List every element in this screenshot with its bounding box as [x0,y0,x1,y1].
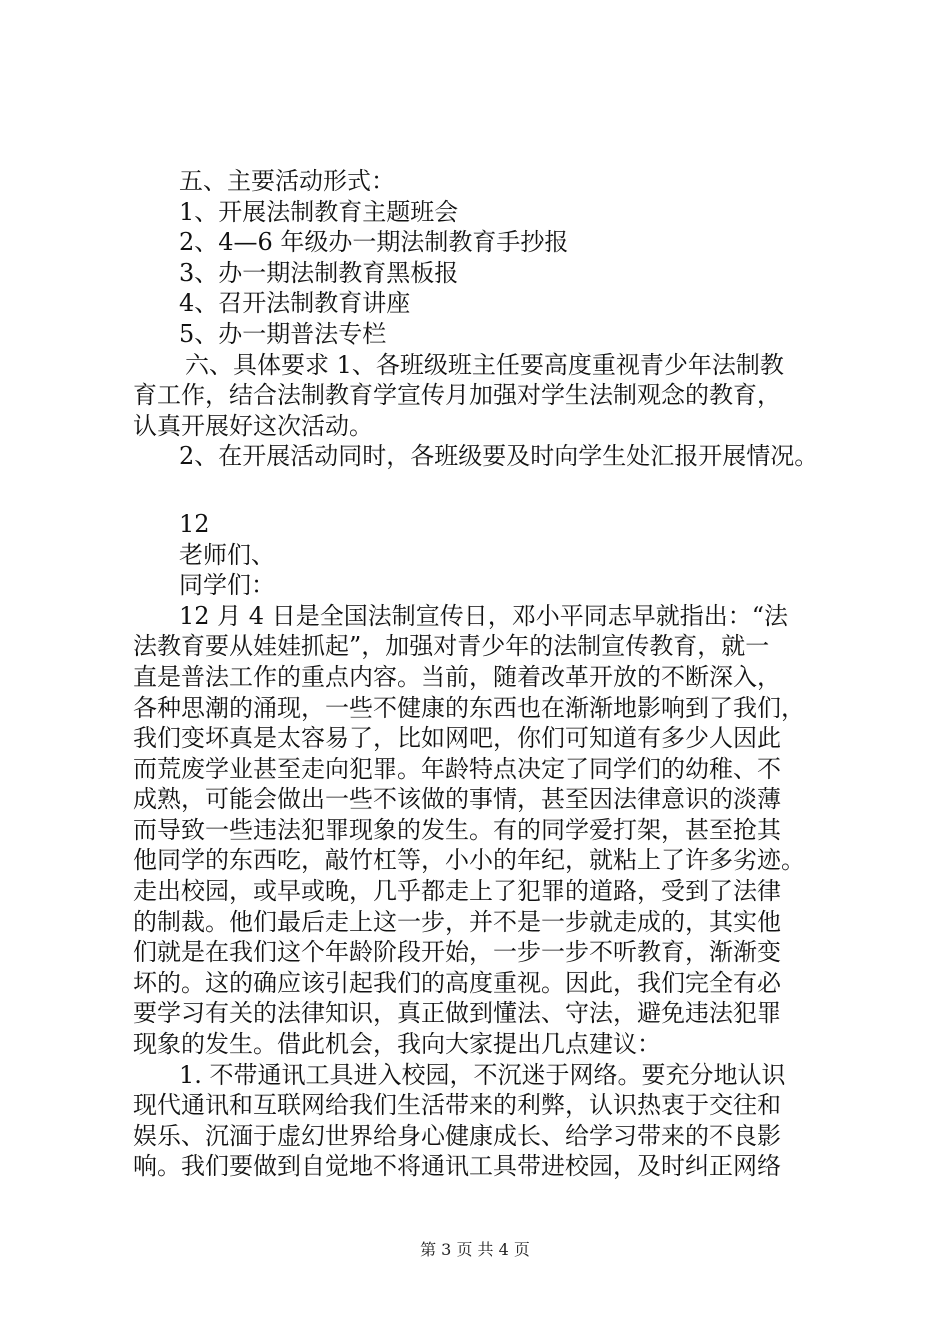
page-footer: 第 3 页 共 4 页 [420,1240,530,1259]
paragraph-line: 而荒废学业甚至走向犯罪。年龄特点决定了同学们的幼稚、不 [133,754,781,783]
section6-line: 六、具体要求 1、各班级班主任要高度重视青少年法制教 [185,350,784,379]
paragraph-line: 要学习有关的法律知识，真正做到懂法、守法，避免违法犯罪 [133,999,781,1028]
section6-line: 认真开展好这次活动。 [133,411,373,440]
paragraph-line: 成熟，可能会做出一些不该做的事情，甚至因法律意识的淡薄 [133,785,781,814]
section5-item: 3、办一期法制教育黑板报 [179,258,459,287]
paragraph-line: 1. 不带通讯工具进入校园，不沉迷于网络。要充分地认识 [179,1060,786,1089]
paragraph-line: 12 月 4 日是全国法制宣传日，邓小平同志早就指出：“法 [179,601,788,630]
paragraph-line: 而导致一些违法犯罪现象的发生。有的同学爱打架，甚至抢其 [133,815,781,844]
paragraph-line: 娱乐、沉湎于虚幻世界给身心健康成长、给学习带来的不良影 [133,1121,781,1150]
spacer [133,472,853,509]
paragraph-line: 我们变坏真是太容易了，比如网吧，你们可知道有多少人因此 [133,724,781,753]
paragraph-line: 走出校园，或早或晚，几乎都走上了犯罪的道路，受到了法律 [133,877,781,906]
paragraph-line: 们就是在我们这个年龄阶段开始，一步一步不听教育，渐渐变 [133,938,781,967]
paragraph-line: 的制裁。他们最后走上这一步，并不是一步就走成的，其实他 [133,907,781,936]
section6-item2: 2、在开展活动同时，各班级要及时向学生处汇报开展情况。 [179,442,819,471]
speech-number: 12 [179,509,210,538]
paragraph-line: 各种思潮的涌现，一些不健康的东西也在渐渐地影响到了我们， [133,693,805,722]
section5-item: 4、召开法制教育讲座 [179,289,411,318]
section5-item: 2、4—6 年级办一期法制教育手抄报 [179,228,569,257]
paragraph-line: 响。我们要做到自觉地不将通讯工具带进校园，及时纠正网络 [133,1152,781,1181]
paragraph-line: 直是普法工作的重点内容。当前，随着改革开放的不断深入， [133,662,781,691]
paragraph-line: 坏的。这的确应该引起我们的高度重视。因此，我们完全有必 [133,968,781,997]
paragraph-line: 现代通讯和互联网给我们生活带来的利弊，认识热衷于交往和 [133,1091,781,1120]
paragraph-line: 现象的发生。借此机会，我向大家提出几点建议： [133,1030,661,1059]
section5-item: 5、办一期普法专栏 [179,319,387,348]
speech-greeting: 同学们： [179,571,275,600]
paragraph-line: 法教育要从娃娃抓起”，加强对青少年的法制宣传教育，就一 [133,632,770,661]
section6-line: 育工作，结合法制教育学宣传月加强对学生法制观念的教育， [133,381,781,410]
section5-heading: 五、主要活动形式： [179,167,395,195]
paragraph-line: 他同学的东西吃，敲竹杠等，小小的年纪，就粘上了许多劣迹。 [133,846,805,875]
document-body [133,166,853,1182]
speech-greeting: 老师们、 [179,540,275,569]
section5-item: 1、开展法制教育主题班会 [179,197,459,226]
